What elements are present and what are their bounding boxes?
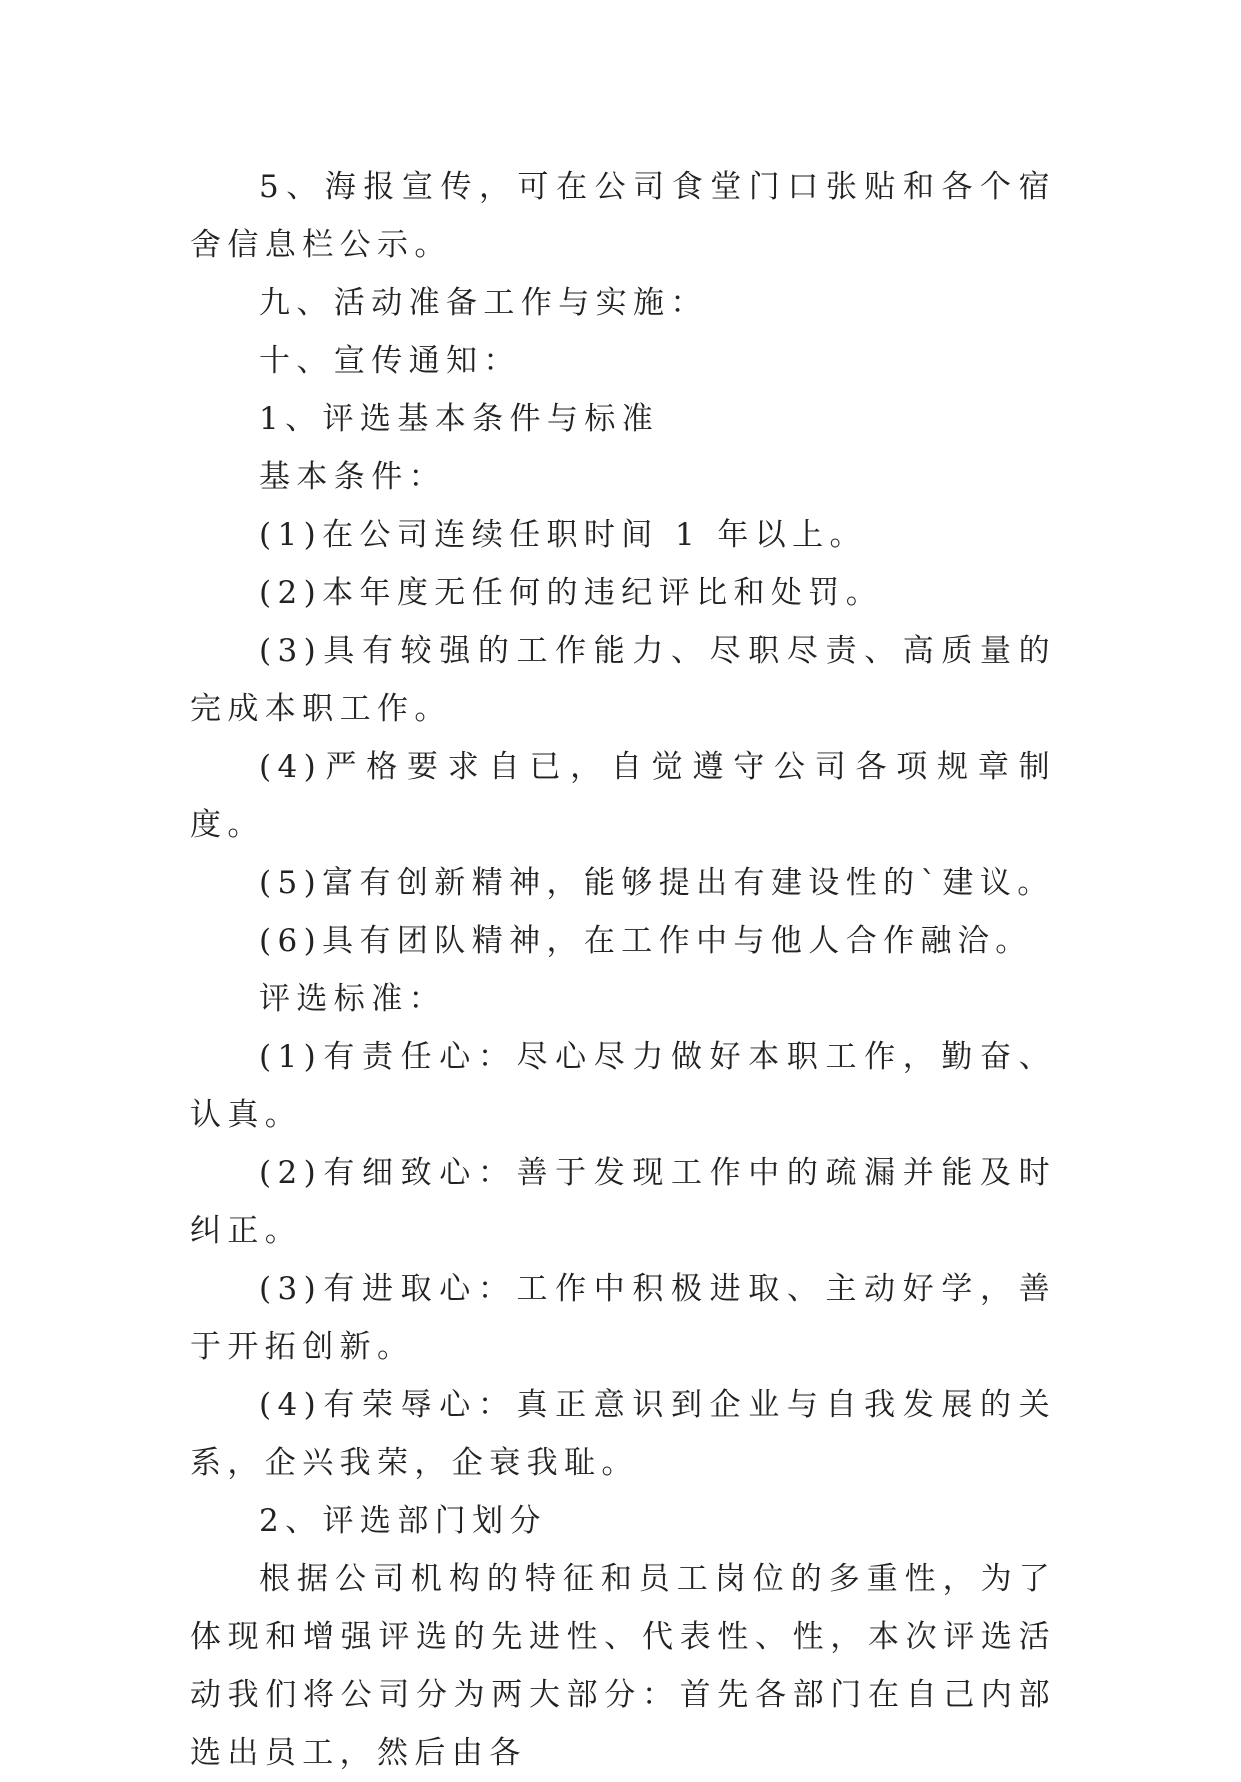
document-body — [190, 158, 1056, 1782]
paragraph-condition-4: (4)严格要求自已，自觉遵守公司各项规章制度。 — [190, 749, 1056, 843]
paragraph-standard-2: (2)有细致心：善于发现工作中的疏漏并能及时纠正。 — [190, 1155, 1056, 1249]
paragraph-condition-2: (2)本年度无任何的违纪评比和处罚。 — [259, 575, 884, 611]
paragraph-department-description: 根据公司机构的特征和员工岗位的多重性，为了体现和增强评选的先进性、代表性、性，本次评选活动我们将公司分为两大部分：首先各部门在自己内部选出员工，然后由各 — [190, 1561, 1056, 1771]
paragraph-department-heading: 2、评选部门划分 — [259, 1503, 547, 1539]
paragraph-condition-5: (5)富有创新精神，能够提出有建设性的`建议。 — [259, 865, 1055, 901]
paragraph-section-ten-heading: 十、宣传通知： — [259, 343, 521, 379]
paragraph-criteria-heading: 1、评选基本条件与标准 — [259, 401, 660, 437]
paragraph-standard-4: (4)有荣辱心：真正意识到企业与自我发展的关系，企兴我荣，企衰我耻。 — [190, 1387, 1056, 1481]
paragraph-standard-3: (3)有进取心：工作中积极进取、主动好学，善于开拓创新。 — [190, 1271, 1056, 1365]
paragraph-condition-3: (3)具有较强的工作能力、尽职尽责、高质量的完成本职工作。 — [190, 633, 1056, 727]
paragraph-condition-1: (1)在公司连续任职时间 1 年以上。 — [259, 517, 867, 553]
paragraph-section-nine-heading: 九、活动准备工作与实施： — [259, 285, 708, 321]
paragraph-condition-6: (6)具有团队精神，在工作中与他人合作融洽。 — [259, 923, 1033, 959]
paragraph-poster-publicity: 5、海报宣传，可在公司食堂门口张贴和各个宿舍信息栏公示。 — [190, 169, 1056, 263]
paragraph-standard-1: (1)有责任心：尽心尽力做好本职工作，勤奋、认真。 — [190, 1039, 1056, 1133]
paragraph-basic-conditions-label: 基本条件： — [259, 459, 446, 495]
paragraph-standards-label: 评选标准： — [259, 981, 446, 1017]
